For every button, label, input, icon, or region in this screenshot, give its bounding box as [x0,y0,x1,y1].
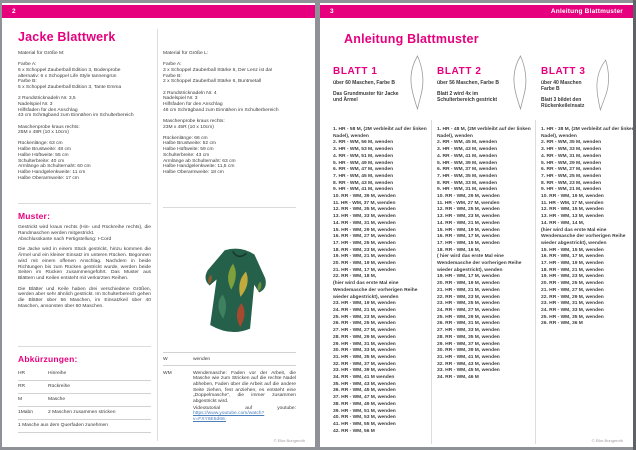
pattern-row: 1. HR - 38 M, (2M verbleibt auf der linken Nadel), wenden [541,127,635,139]
description-line: Blatt 2 wird 4x im [437,91,479,97]
abbreviation-row [18,420,151,433]
text-line: 2 x Schoppel Zauberball Stärke 6, Buntmetall [163,79,262,85]
description-line: Schulterbereich gestrickt [437,97,498,103]
pattern-row: 20. RR - WM, 25 M, wenden [541,281,604,287]
abbreviation-key: W [163,356,168,362]
text-line: 23M x 45R (10 x 10cm) [163,124,214,130]
pattern-row: 5. HR - WM, 39 M, wenden [437,160,498,166]
pattern-row: 42. RR - WM, 56 M [333,428,375,434]
muster-paragraph: Die Jacke wird in einem Stück gestrickt, hinzu kommen die Ärmel und ein kleiner Einsatz im unteren Rücken. Begonnen wird mit einem offenen Anschlag. Nachdem in beide Richtungen bis zum Rücken gestrickt wurde, werden beide Seiten im Rücken zusammengeführt. Das Muster aus Blättern und Keilen entsteht mit verkürzten Reihen. [18,247,151,281]
pattern-row: 25. HR - WM, 23 M, wenden [333,314,396,320]
pattern-row: 8. RR - WM, 23 M, wenden [541,180,602,186]
pattern-row: 8. RR - WM, 33 M, wenden [437,180,498,186]
muster-heading: Muster: [18,211,51,222]
pattern-row: 32. RR - WM, 43 M, wenden [437,361,500,367]
text-line: 3 x Schoppel Zauberball Stärke 6, Der Lenz ist da! [163,67,273,73]
pattern-row: 19. HR - WM, 21 M, wenden [333,254,396,260]
pattern-row: 2. RR - WM, 56 M, wenden [333,140,394,146]
pattern-row: 15. HR - WM, 29 M, wenden [333,227,396,233]
abbreviation-desc: Hinreihe [48,371,67,376]
subtitle-line: über 56 Maschen, Farbe B [437,80,499,86]
pattern-row: 25. HR - WM, 35 M, wenden [541,314,604,320]
page-2-header-bar [2,5,315,18]
text-line: Hilfsfaden für den Anschlag [163,101,223,107]
description-line: Das Grundmuster für Jacke [333,91,399,97]
pattern-row: 23. HR - WM, 19 M, wenden [333,301,396,307]
abbreviation-row [18,381,151,394]
pattern-row: 12. RR - WM, 35 M, wenden [333,207,396,213]
muster-paragraph: Abschlusskante nach Fertigstellung: I-Cord [18,236,112,242]
blatt-2-column [437,66,534,444]
text-line: 5 x Schoppel Zauberball Edition 3, Tante Emma [18,85,122,91]
pattern-row: 21. HR - WM, 17 M, wenden [333,267,396,273]
pattern-row: 7. HR - WM, 25 M, wenden [541,173,602,179]
pattern-row: 39. HR - WM, 51 M, wenden [333,408,396,414]
pattern-row: 4. RR - WM, 51 M, wenden [333,153,394,159]
section-divider [18,346,151,347]
pattern-row: 3. HR - WM, 43 M, wenden [437,147,498,153]
text-line: 43 cm Schrägband zum Einnähen im Schulterbereich [18,113,134,119]
measurement-line: Rückenlänge: 66 cm [163,135,208,141]
text-line: 2 Rundstricknadeln Nr. 3,5 [18,96,76,102]
subtitle-line: über 40 Maschen [541,80,582,86]
measurement-line: Halbe Brustweite: 52 cm [163,141,217,147]
blatt-2-row-list [437,127,534,382]
pattern-row: 14. RR - WM, 31 M, wenden [333,220,396,226]
yarn-list-l [163,62,296,85]
pattern-row: 26. RR - WM, 25 M, wenden [333,321,396,327]
abbreviation-key: HR [18,371,26,376]
blatt-1-heading: BLATT 1 [333,66,378,77]
pattern-row: 16. RR - WM, 17 M, wenden [541,254,604,260]
blatt-2-subtitle [437,80,534,86]
pattern-row: 12. RR - WM, 15 M, wenden [541,207,604,213]
pattern-row: 22. RR - WM, 23 M, wenden [437,294,500,300]
pattern-row: 3. HR - WM, 53 M, wenden [333,147,394,153]
pattern-row: 20. RR - WM, 19 M, wenden [333,261,396,267]
pattern-row: 9. HR - WM, 31 M, wenden [437,187,498,193]
pattern-row: ( hier wird das erste Mal eine Wendemasche der vorherigen Reihe wieder abgestrickt), wenden [437,254,522,273]
pattern-row: 11. HR - WM, 27 M, wenden [437,200,500,206]
pattern-row: 16. RR - WM, 17 M, wenden [437,234,500,240]
pattern-row: 7. HR - WM, 45 M, wenden [333,173,394,179]
text-line: alternativ: 6 x Schoppel Life Style tannengrün [18,73,117,79]
pattern-row: 3. HR - WM, 33 M, wenden [541,147,602,153]
text-line: Hilfsfaden für den Anschlag [18,107,78,113]
pattern-row: 13. HR - WM, 23 M, wenden [437,214,500,220]
section-divider [18,203,151,204]
pattern-row: 18. RR - WM, 16 M, [437,247,481,253]
copyright-note: © Elke Bungeroth [273,438,305,443]
pattern-row: 27. HR - WM, 33 M, wenden [437,328,500,334]
pattern-row: 26. RR - WM, 36 M [541,321,583,327]
pattern-row: 4. RR - WM, 41 M, wenden [437,153,498,159]
material-m-heading: Material für Größe M: [18,51,65,56]
column-size-m [18,51,151,433]
abbreviation-key: 1Mabn [18,410,33,415]
pattern-row: 12. RR - WM, 25 M, wenden [437,207,500,213]
abbreviation-row [163,352,296,366]
pattern-row: 14. RR - WM, 14 M, [541,220,585,226]
muster-paragraph: Die Blätter und Keile haben drei verschiedene Größen, werden aber sehr ähnlich gestrickt. Im Schulterbereich gehen die Blätter über 56 Maschen, im Einsatzkeil über 40 Maschen, ansonsten über 60 Maschen. [18,286,151,309]
measurement-line: Rückenlänge: 63 cm [18,141,63,147]
blatt-3-subtitle [541,80,636,92]
measurement-line: Halbe Handgelenkweite: 11 cm [18,169,86,175]
pattern-row: 10. RR - WM, 29 M, wenden [437,194,500,200]
gauge-m [18,125,151,136]
pattern-row: (hier wird das erste Mal eine Wendemasche der vorherigen Reihe wieder abgestrickt), wenden [541,227,626,246]
abbreviation-key: RR [18,384,26,389]
text-line: Nadelspiel Nr. 3 [18,101,53,107]
pattern-row: 15. HR - WM, 19 M, wenden [437,227,500,233]
blatt-3-heading: BLATT 3 [541,66,586,77]
tools-list-m [18,96,151,119]
pattern-row: 5. HR - WM, 29 M, wenden [541,160,602,166]
pattern-row: 21. HR - WM, 27 M, wenden [541,287,604,293]
abbreviation-row [18,368,151,381]
blatt-3-column [541,66,636,444]
pattern-row: 21. HR - WM, 21 M, wenden [437,287,500,293]
abbreviation-row-wm [163,371,296,405]
description-line: und Ärmel [333,97,358,103]
page-3 [320,3,633,447]
measurements-m [18,141,151,181]
pattern-row: 19. HR - WM, 17 M, wenden [437,274,500,280]
pattern-row: 1. HR - 58 M, (2M verbleibt auf der linken Nadel), wenden [333,127,427,139]
pattern-row: 4. RR - WM, 31 M, wenden [541,153,602,159]
abbreviations-table [18,368,151,433]
blatt-1-column [333,66,430,444]
abbreviation-desc: Wendemasche: Faden vor der Arbeit, die Masche wie zum Stricken auf die rechte Nadel abheben, Faden über die Arbeit auf die andere Seite ziehen, fest anziehen, es entsteht eine „Doppelmasche“, die immer zusammen abgestrickt wird. [193,370,296,405]
pattern-row: 18. RR - WM, 21 M, wenden [541,267,604,273]
abbreviations-heading: Abkürzungen: [18,353,78,364]
pattern-row: 22. RR - WM, 29 M, wenden [541,294,604,300]
column-size-l [163,51,296,176]
pattern-row: 35. HR - WM, 43 M, wenden [333,381,396,387]
youtube-link[interactable]: https://www.youtube.com/watch?v=FXY6E5d68. [193,411,265,423]
tools-list-l [163,91,296,114]
pattern-row: 9. HR - WM, 41 M, wenden [333,187,394,193]
description-line: Blatt 3 bildet den [541,97,582,103]
text-line: Farbe B: [163,73,182,79]
pattern-row: 9. HR - WM, 21 M, wenden [541,187,602,193]
description-line: Rückenkeileinsatz [541,103,585,109]
yarn-list-m [18,62,151,91]
pattern-row: 34. RR - WM, 46 M [437,375,479,381]
measurement-line: Halbe Handgelenkweite: 11,5 cm [163,164,235,170]
measurement-line: Halbe Hüftweite: 59 cm [163,147,214,153]
material-l-heading: Material für Größe L: [163,51,209,56]
text-line: 6 x Schoppel Zauberball Edition 3, Bodenprobe [18,67,121,73]
measurement-line: Schulterbreite: 43 cm [163,152,210,158]
pattern-row: 17. HR - WM, 15 M, wenden [437,240,500,246]
subtitle-line: über 60 Maschen, Farbe B [333,80,395,86]
blatt-2-heading: BLATT 2 [437,66,482,77]
pattern-row: 18. RR - WM, 23 M, wenden [333,247,396,253]
pattern-row: 27. HR - WM, 27 M, wenden [333,328,396,334]
pattern-row: 33. HR - WM, 39 M, wenden [333,368,396,374]
abbreviation-key: WM [163,370,172,376]
blatt-2-description [437,91,534,103]
pattern-row: 11. HR - WM, 37 M, wenden [333,200,396,206]
abbreviation-row [18,407,151,420]
page-number: 3 [330,8,334,15]
pattern-row: 37. HR - WM, 47 M, wenden [333,395,396,401]
pattern-row: 2. RR - WM, 35 M, wenden [541,140,602,146]
column-divider [157,29,158,441]
pattern-row: 1. HR - 48 M, (2M verbleibt auf der linken Nadel), wenden [437,127,531,139]
text-line: Maschenprobe kraus rechts: [163,118,225,124]
pattern-row: 23. HR - WM, 25 M, wenden [437,301,500,307]
pattern-row: 40. RR - WM, 53 M, wenden [333,415,396,421]
measurement-line: Halbe Oberarmweite: 17 cm [18,175,79,181]
subtitle-line: Farbe B [541,86,560,92]
blatt-3-description [541,97,636,109]
pattern-row: 10. RR - WM, 19 M, wenden [541,194,604,200]
page-title: Jacke Blattwerk [18,30,116,44]
pattern-row: 6. RR - WM, 37 M, wenden [437,167,498,173]
pattern-row: 15. HR - WM, 15 M, wenden [541,247,604,253]
pattern-row: 31. HR - WM, 41 M, wenden [437,354,500,360]
pattern-row: 20. RR - WM, 19 M, wenden [437,281,500,287]
pattern-row: 13. HR - WM, 13 M, wenden [541,214,604,220]
pattern-row: 6. RR - WM, 47 M, wenden [333,167,394,173]
text-line: Farbe A: [18,62,37,68]
pattern-row: 29. HR - WM, 31 M, wenden [333,341,396,347]
pattern-row: 16. RR - WM, 27 M, wenden [333,234,396,240]
video-tutorial-line [163,406,296,423]
pattern-row: 28. RR - WM, 35 M, wenden [437,334,500,340]
abbreviation-desc: 1 Masche aus dem Querfaden zunehmen [18,423,108,428]
muster-paragraphs [18,225,151,309]
pattern-row: 13. HR - WM, 33 M, wenden [333,214,396,220]
turning-abbreviations [163,352,296,423]
pattern-row: 25. HR - WM, 29 M, wenden [437,314,500,320]
text-line: 46 cm Schrägband zum Einnähen im Schulterbereich [163,107,279,113]
jacket-photo-image [199,244,269,339]
pattern-row: 17. HR - WM, 25 M, wenden [333,240,396,246]
pattern-row: 28. RR - WM, 29 M, wenden [333,334,396,340]
pattern-row: 29. HR - WM, 37 M, wenden [437,341,500,347]
pattern-row: 34. RR - WM, 41 M wenden [333,375,395,381]
measurement-line: Halbe Oberarmweite: 18 cm [163,169,224,175]
section-divider [163,207,296,208]
pattern-row: 14. RR - WM, 21 M, wenden [437,220,500,226]
pattern-row: 24. RR - WM, 21 M, wenden [333,307,396,313]
column-divider [431,120,432,444]
pattern-row: 38. RR - WM, 49 M, wenden [333,401,396,407]
measurement-line: Halbe Brustweite: 48 cm [18,147,72,153]
abbreviation-key: M [18,397,23,402]
pattern-row: 17. HR - WM, 19 M, wenden [541,261,604,267]
text-line: Maschenprobe kraus rechts: [18,124,80,130]
abbreviation-row [18,394,151,407]
text-line: Farbe B: [18,79,37,85]
header-title: Anleitung Blattmuster [550,8,623,15]
page-2 [2,3,315,447]
column-divider [535,120,536,444]
blatt-1-description [333,91,430,103]
measurement-line: Armlänge ab Schulternaht: 60 cm [18,164,91,170]
pattern-row: 30. RR - WM, 39 M, wenden [437,348,500,354]
text-line: Nadelspiel Nr. 3 [163,96,198,102]
pattern-row: (hier wird das erste Mal eine Wendemasche der vorherigen Reihe wieder abgestrickt), wenden [333,281,418,300]
pattern-row: 26. RR - WM, 31 M, wenden [437,321,500,327]
measurement-line: Armlänge ab Schulternaht: 63 cm [163,158,236,164]
copyright-note: © Elke Bungeroth [591,438,623,443]
pattern-row: 22. RR - WM, 18 M, [333,274,377,280]
gauge-l [163,119,296,130]
text-line: 25M x 48R (10 x 10cm) [18,130,69,136]
blatt-1-row-list [333,127,430,435]
pattern-row: 7. HR - WM, 35 M, wenden [437,173,498,179]
blatt-3-row-list [541,127,636,328]
abbreviation-desc: 2 Maschen zusammen stricken [48,410,116,415]
abbreviation-desc: Masche [48,397,66,402]
page-3-header-bar [320,5,633,18]
pattern-row: 24. RR - WM, 27 M, wenden [437,307,500,313]
pattern-row: 36. RR - WM, 45 M, wenden [333,388,396,394]
pattern-row: 2. RR - WM, 45 M, wenden [437,140,498,146]
pattern-row: 8. RR - WM, 43 M, wenden [333,180,394,186]
page-number: 2 [12,8,16,15]
pattern-row: 6. RR - WM, 27 M, wenden [541,167,602,173]
video-label: Videotutorial auf youtube: [193,405,296,411]
pattern-row: 31. HR - WM, 35 M, wenden [333,354,396,360]
abbreviation-desc: wenden [193,356,211,362]
pattern-row: 19. HR - WM, 23 M, wenden [541,274,604,280]
abbreviation-desc: Rückreihe [48,384,71,389]
pattern-row: 5. HR - WM, 49 M, wenden [333,160,394,166]
measurement-line: Halbe Hüftweite: 55 cm [18,152,69,158]
measurements-l [163,136,296,176]
pattern-row: 23. HR - WM, 31 M, wenden [541,301,604,307]
pattern-row: 41. HR - WM, 55 M, wenden [333,421,396,427]
pattern-row: 11. HR - WM, 17 M, wenden [541,200,604,206]
muster-paragraph: Gestrickt wird kraus rechts (Hin- und Rückreihe rechts), die Randmaschen werden mitgestrickt. [18,225,151,237]
text-line: 2 Rundstricknadeln Nr. 4 [163,90,217,96]
pattern-row: 10. RR - WM, 39 M, wenden [333,194,396,200]
pattern-row: 24. RR - WM, 33 M, wenden [541,307,604,313]
page-title: Anleitung Blattmuster [344,32,479,46]
blatt-1-subtitle [333,80,430,86]
measurement-line: Schulterbreite: 40 cm [18,158,65,164]
text-line: Farbe A: [163,62,182,68]
pattern-row: 33. HR - WM, 45 M, wenden [437,368,500,374]
pattern-row: 32. RR - WM, 37 M, wenden [333,361,396,367]
pattern-row: 30. RR - WM, 33 M, wenden [333,348,396,354]
